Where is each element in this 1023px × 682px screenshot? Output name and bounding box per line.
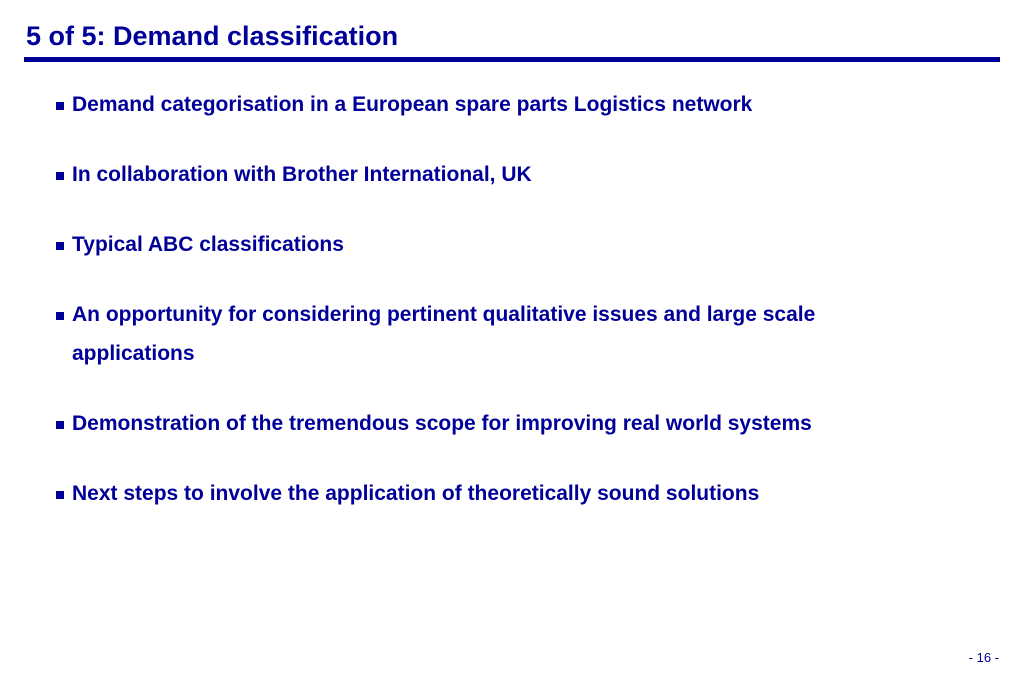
bullet-item <box>56 155 986 194</box>
bullet-item <box>56 85 986 124</box>
bullet-item <box>56 225 986 264</box>
slide-title: 5 of 5: Demand classification <box>26 21 399 51</box>
square-bullet-icon <box>56 491 64 499</box>
bullet-text: Demand categorisation in a European spare parts Logistics network <box>72 93 753 116</box>
bullet-item <box>56 474 986 513</box>
bullet-text: In collaboration with Brother International, UK <box>72 163 532 186</box>
square-bullet-icon <box>56 172 64 180</box>
bullet-text: An opportunity for considering pertinent qualitative issues and large scale applications <box>72 303 816 365</box>
bullet-item <box>56 404 986 443</box>
square-bullet-icon <box>56 312 64 320</box>
bullet-text: Typical ABC classifications <box>72 233 344 256</box>
bullet-text: Demonstration of the tremendous scope for improving real world systems <box>72 412 812 435</box>
square-bullet-icon <box>56 102 64 110</box>
page-number: - 16 - <box>968 650 999 665</box>
bullet-item <box>56 295 986 373</box>
bullet-text: Next steps to involve the application of theoretically sound solutions <box>72 482 760 505</box>
square-bullet-icon <box>56 421 64 429</box>
square-bullet-icon <box>56 242 64 250</box>
title-divider <box>24 57 1000 62</box>
